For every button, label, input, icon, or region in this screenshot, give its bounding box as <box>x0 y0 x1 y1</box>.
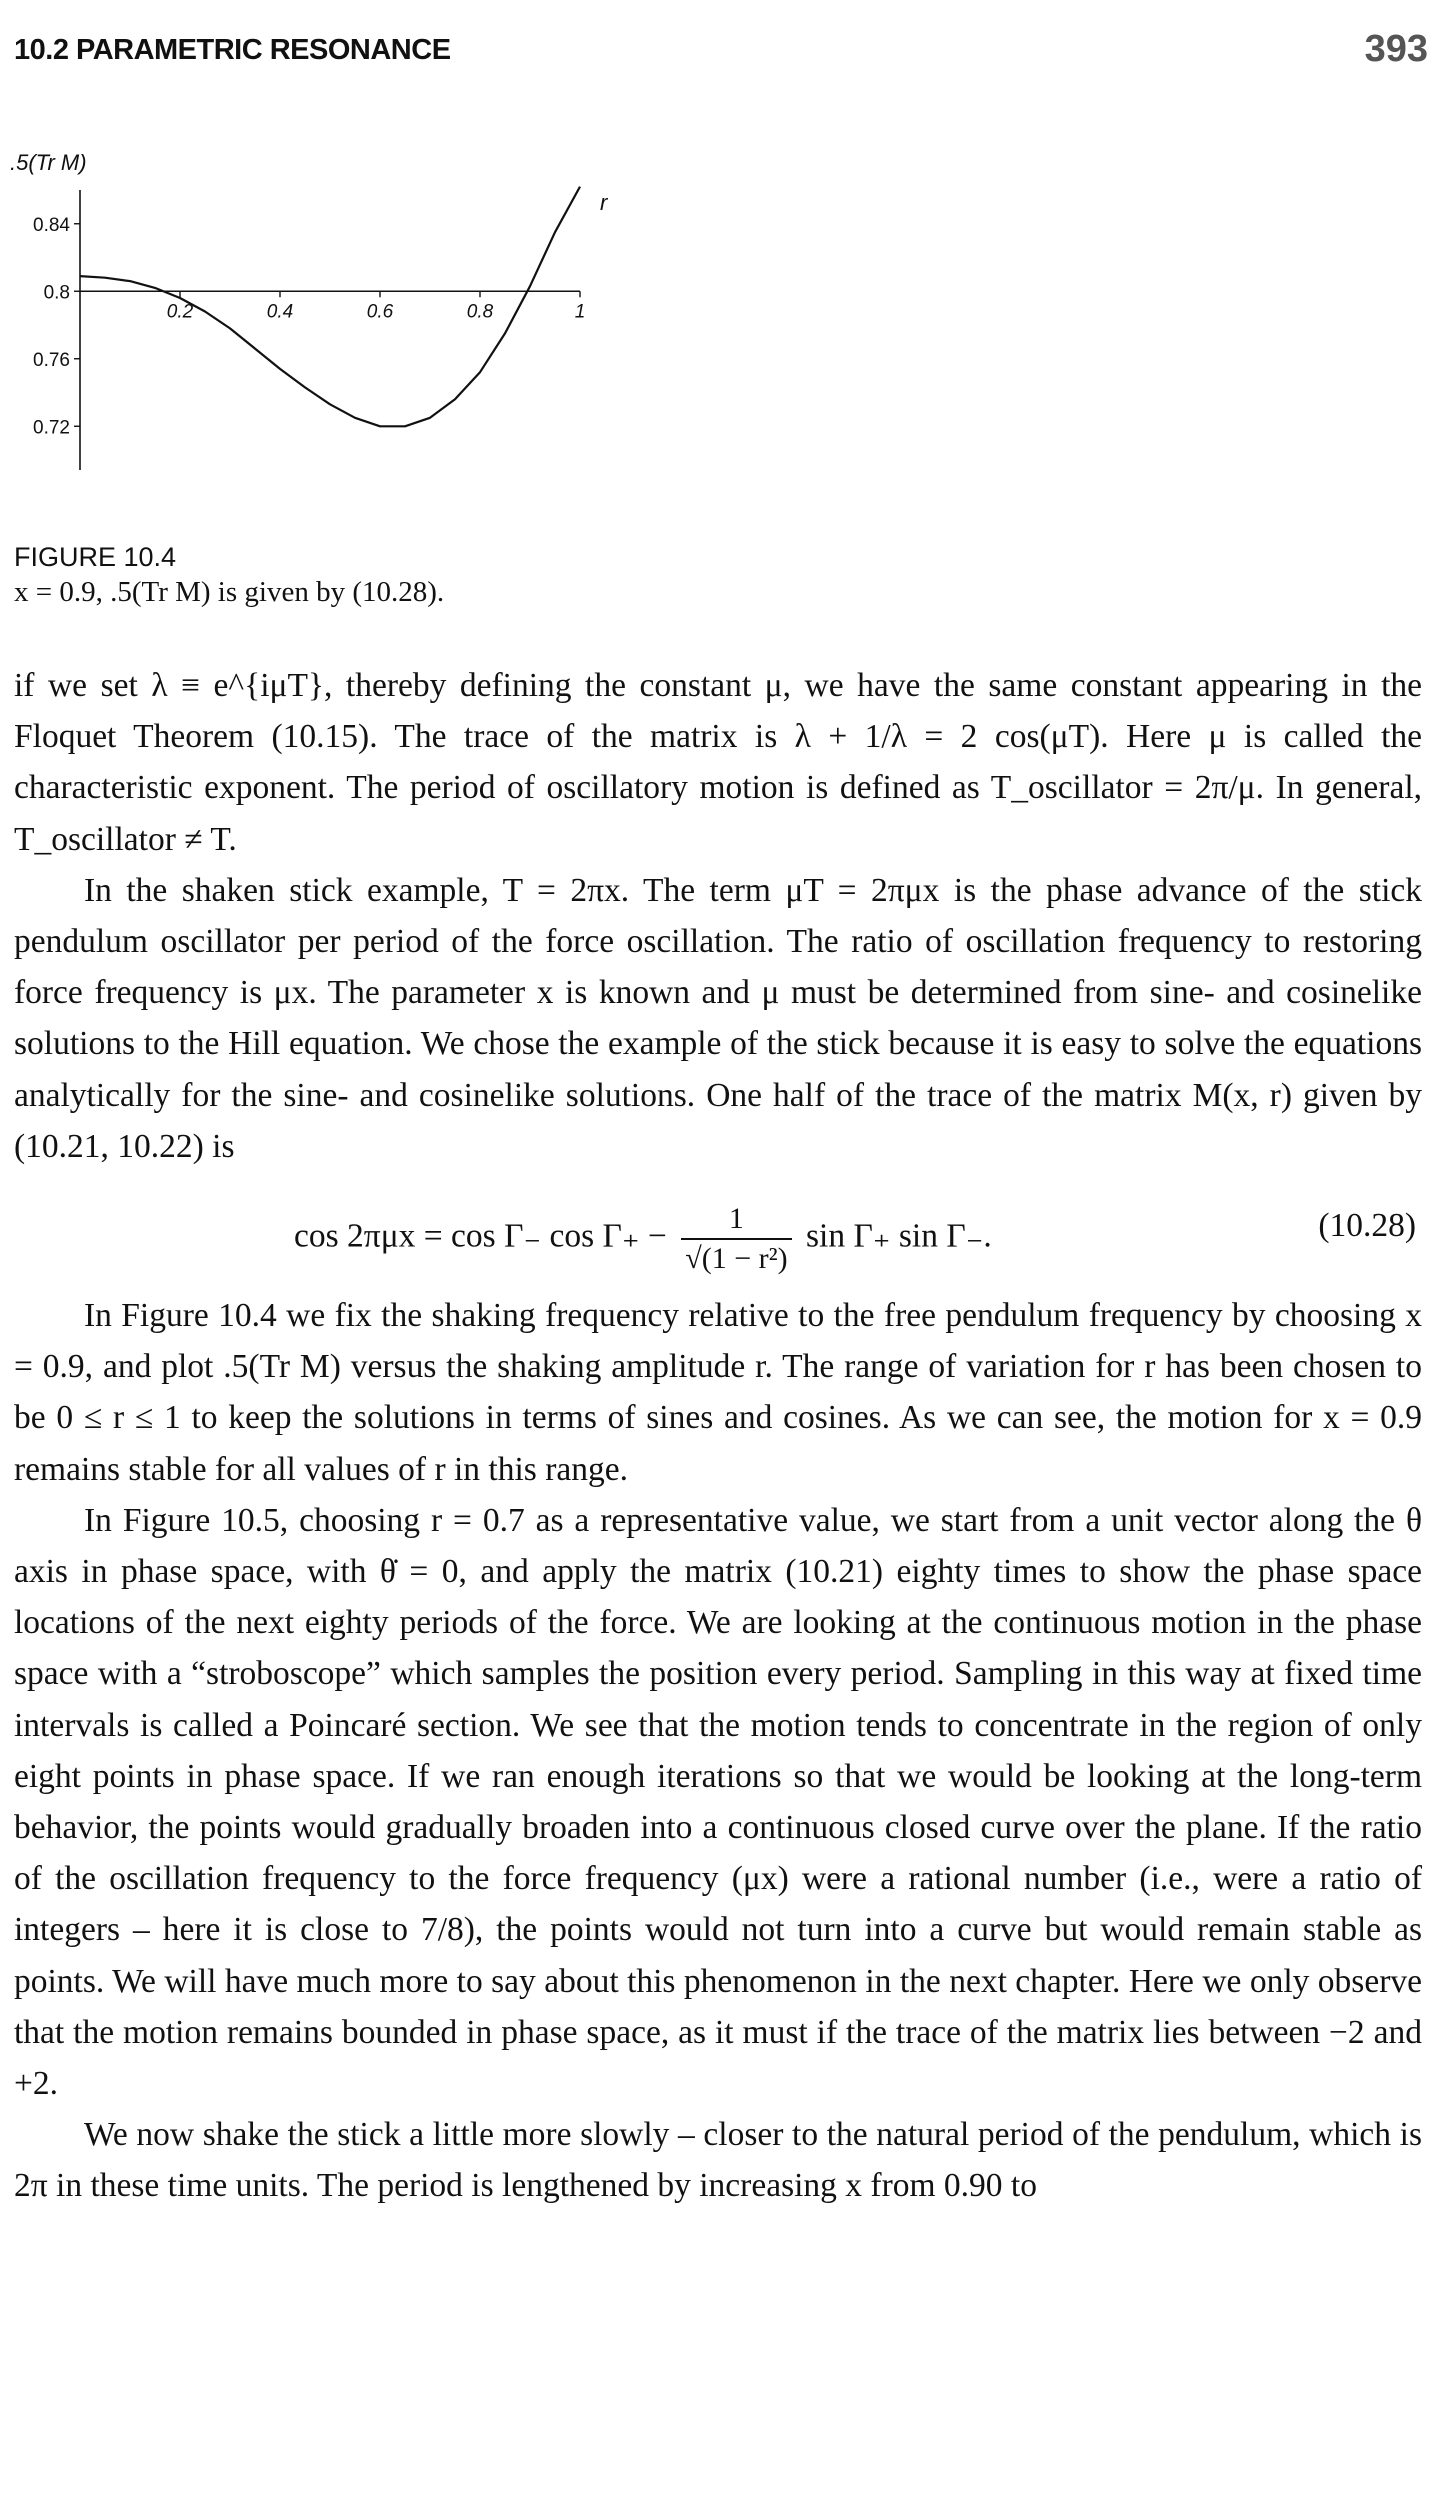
equation-fraction <box>681 1200 791 1278</box>
equation-body <box>294 1200 992 1278</box>
chart-axes <box>80 190 580 470</box>
paragraph-2: In the shaken stick example, T = 2πx. The term μT = 2πμx is the phase advance of the stick pendulum oscillator per period of the force oscillation. The ratio of oscillation frequency to restoring force frequency is μx. The parameter x is known and μ must be determined from sine- and cosinelike solutions to the Hill equation. We chose the example of the stick because it is easy to solve the equations analytically for the sine- and cosinelike solutions. One half of the trace of the matrix M(x, r) given by (10.21, 10.22) is <box>14 871 1422 1165</box>
paragraph-5: We now shake the stick a little more slowly – closer to the natural period of the pendulum, which is 2π in these time units. The period is lengthened by increasing x from 0.90 to <box>14 2116 1422 2205</box>
chart-series <box>80 187 580 427</box>
y-tick-label: 0.84 <box>33 214 70 236</box>
running-head: 10.2 PARAMETRIC RESONANCE <box>14 34 451 66</box>
y-tick-label: 0.8 <box>43 282 70 304</box>
x-tick-label: 1 <box>574 301 586 323</box>
series-line <box>80 187 580 427</box>
paragraph-4: In Figure 10.5, choosing r = 0.7 as a representative value, we start from a unit vector along the θ axis in phase space, with θ̇ = 0, and apply the matrix (10.21) eighty times to show the phase space locations of the next eighty periods of the force. We are looking at the continuous motion in the phase space with a “stroboscope” which samples the position every period. Sampling in this way at fixed time intervals is called a Poincaré section. We see that the motion tends to concentrate in the region of only eight points in phase space. If we ran enough iterations so that we would be looking at the long-term behavior, the points would gradually broaden into a continuous closed curve over the plane. If the ratio of the oscillation frequency to the force frequency (μx) were a rational number (i.e., were a ratio of integers – here it is close to 7/8), the points would not turn into a curve but would remain stable as points. We will have much more to say about this phenomenon in the next chapter. Here we only observe that the motion remains bounded in phase space, as it must if the trace of the matrix lies between −2 and +2. <box>14 1501 1422 2103</box>
equation-fraction-numerator: 1 <box>681 1200 791 1240</box>
body-text <box>14 660 1422 2212</box>
paragraph-3: In Figure 10.4 we fix the shaking frequency relative to the free pendulum frequency by choosing x = 0.9, and plot .5(Tr M) versus the shaking amplitude r. The range of variation for r has been chosen to be 0 ≤ r ≤ 1 to keep the solutions in terms of sines and cosines. As we can see, the motion for x = 0.9 remains stable for all values of r in this range. <box>14 1297 1422 1488</box>
chart-ticks <box>33 215 585 439</box>
y-axis-title: .5(Tr M) <box>10 150 87 175</box>
x-tick-label: 0.6 <box>366 301 394 323</box>
y-tick-label: 0.76 <box>33 349 70 371</box>
x-tick-label: 0.2 <box>166 301 194 323</box>
equation-10-28 <box>14 1172 1422 1290</box>
figure-caption-text: x = 0.9, .5(Tr M) is given by (10.28). <box>14 576 445 608</box>
figure-label: FIGURE 10.4 <box>14 542 177 572</box>
equation-fraction-denominator: √(1 − r²) <box>685 1242 788 1276</box>
equation-lhs: cos 2πμx = cos Γ₋ cos Γ₊ − <box>294 1217 667 1255</box>
figure-10-4-chart <box>0 140 640 520</box>
y-tick-label: 0.72 <box>33 417 70 439</box>
figure-caption <box>14 540 444 610</box>
equation-rhs: sin Γ₊ sin Γ₋. <box>805 1217 992 1255</box>
equation-number: (10.28) <box>1318 1207 1416 1245</box>
x-tick-label: 0.4 <box>266 301 294 323</box>
paragraph-1: if we set λ ≡ e^{iμT}, thereby defining the constant μ, we have the same constant appearing in the Floquet Theorem (10.15). The trace of the matrix is λ + 1/λ = 2 cos(μT). Here μ is called the characteristic exponent. The period of oscillatory motion is defined as T_oscillator = 2π/μ. In general, T_oscillator ≠ T. <box>14 667 1422 858</box>
page-number: 393 <box>1364 28 1428 70</box>
x-tick-label: 0.8 <box>466 301 494 323</box>
x-axis-title: r <box>600 190 608 215</box>
